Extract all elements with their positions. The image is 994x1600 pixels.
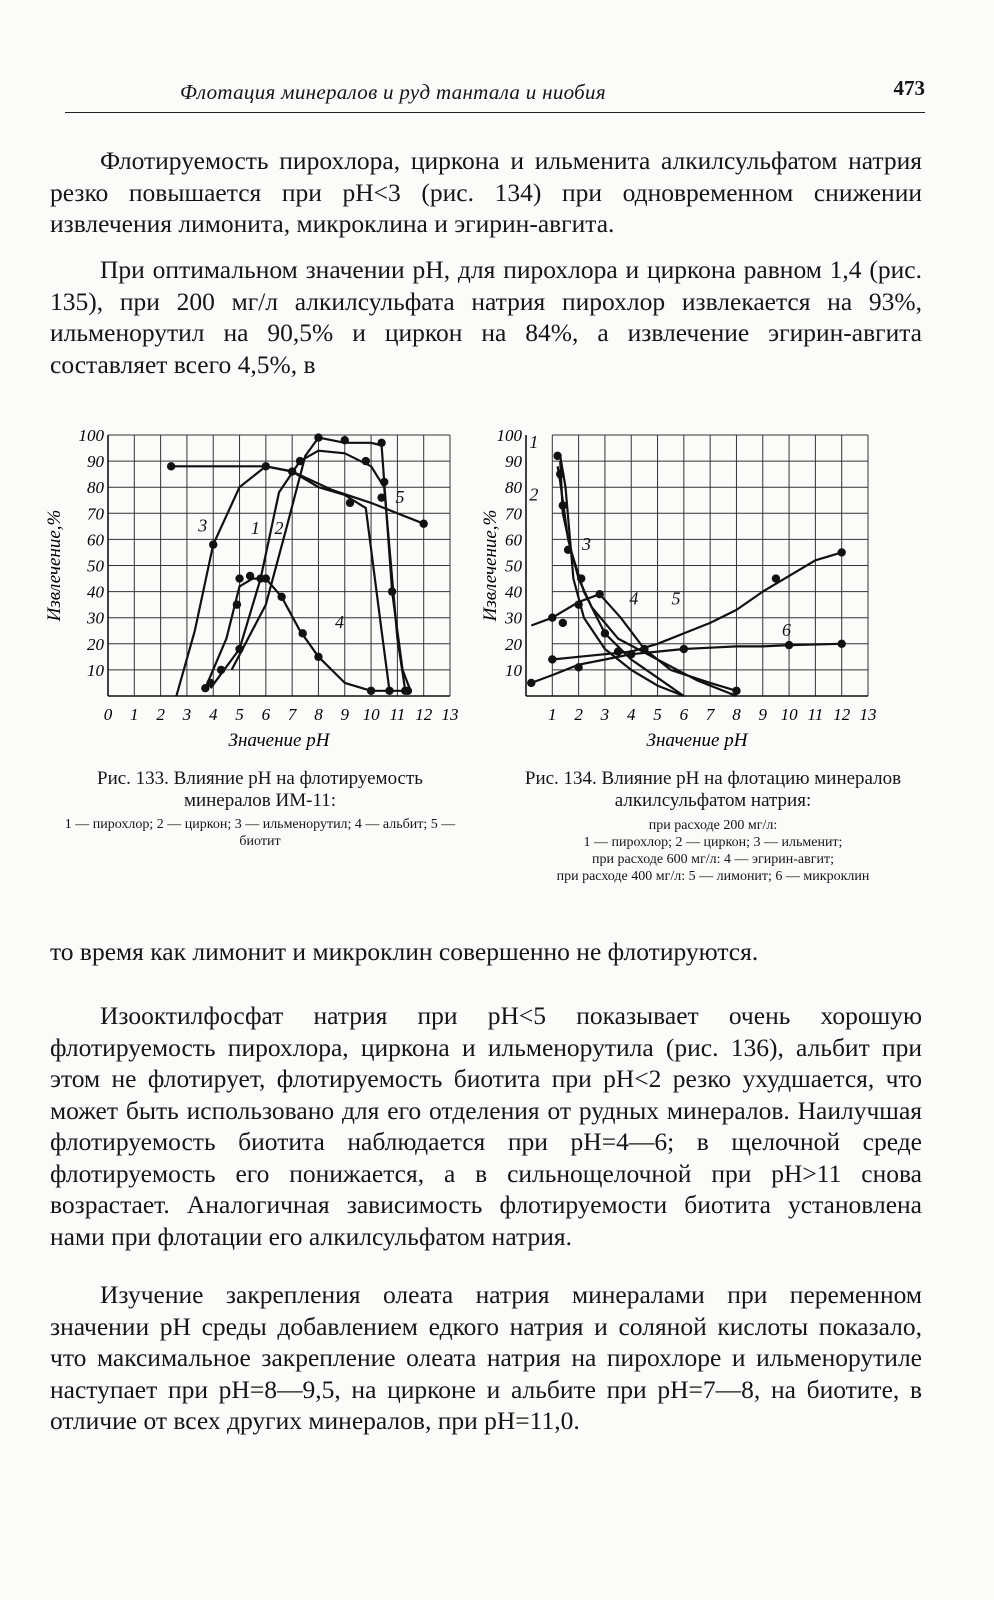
data-point <box>527 679 535 687</box>
data-point <box>614 647 622 655</box>
y-tick-label: 60 <box>87 530 104 550</box>
figure-134-caption <box>478 768 948 885</box>
data-point <box>388 587 396 595</box>
x-tick-label: 2 <box>156 705 165 724</box>
x-tick-label: 10 <box>362 705 380 724</box>
series-line-3 <box>176 466 389 696</box>
y-tick-label: 20 <box>505 634 522 654</box>
data-point <box>574 663 582 671</box>
x-axis-title: Значение pH <box>646 730 748 751</box>
data-point <box>601 629 609 637</box>
y-tick-label: 40 <box>505 582 522 602</box>
running-title: Флотация минералов и руд тантала и ниобия <box>180 80 606 104</box>
figure-134-caption-title: Рис. 134. Влияние pH на флотацию минералов алкилсульфатом натрия: <box>524 768 902 811</box>
data-point <box>377 439 385 447</box>
data-point <box>314 653 322 661</box>
figure-134 <box>480 418 945 758</box>
x-tick-label: 12 <box>833 705 851 724</box>
data-point <box>380 478 388 486</box>
x-tick-label: 11 <box>389 705 406 724</box>
data-point <box>341 436 349 444</box>
data-point <box>246 572 254 580</box>
paragraph-1 <box>50 145 922 240</box>
series-label-4: 4 <box>335 612 345 633</box>
y-tick-label: 90 <box>87 452 104 472</box>
data-point <box>314 433 322 441</box>
data-point <box>627 650 635 658</box>
x-tick-label: 5 <box>653 705 662 724</box>
data-point <box>167 462 175 470</box>
data-point <box>559 619 567 627</box>
header-rule <box>65 112 925 113</box>
data-point <box>772 574 780 582</box>
x-tick-label: 6 <box>679 705 689 724</box>
y-tick-label: 80 <box>87 478 104 498</box>
data-point <box>262 574 270 582</box>
series-label-6: 6 <box>781 619 791 640</box>
figure-133-caption-legend: 1 — пирохлор; 2 — циркон; 3 — ильменорутил; 4 — альбит; 5 — биотит <box>64 817 456 849</box>
data-point <box>564 546 572 554</box>
data-point <box>217 666 225 674</box>
x-tick-label: 4 <box>626 705 636 724</box>
x-tick-label: 7 <box>705 705 715 724</box>
figure-133 <box>40 418 475 758</box>
data-point <box>556 470 564 478</box>
data-point <box>235 645 243 653</box>
y-tick-label: 20 <box>87 634 104 654</box>
x-tick-label: 1 <box>548 705 557 724</box>
y-tick-label: 10 <box>505 660 522 680</box>
figure-134-caption-legend-2: 1 — пирохлор; 2 — циркон; 3 — ильменит; <box>583 835 843 850</box>
figure-133-chart <box>40 418 475 758</box>
x-tick-label: 2 <box>574 705 583 724</box>
series-line-4 <box>531 594 736 691</box>
y-axis-title: Извлечение,% <box>480 509 501 622</box>
data-point <box>206 679 214 687</box>
series-label-1: 1 <box>529 432 539 453</box>
series-label-4: 4 <box>629 588 639 609</box>
data-point <box>288 467 296 475</box>
data-point <box>785 641 793 649</box>
figure-133-caption <box>50 768 470 850</box>
figure-134-caption-legend-1: при расходе 200 мг/л: <box>648 818 778 833</box>
figure-133-caption-title: Рис. 133. Влияние pH на флотируемость минералов ИМ-11: <box>97 768 423 811</box>
y-tick-label: 100 <box>496 426 522 445</box>
y-tick-label: 100 <box>78 426 104 445</box>
series-label-3: 3 <box>198 515 208 536</box>
x-tick-label: 9 <box>340 705 350 724</box>
paragraph-4-text: Изооктилфосфат натрия при pH<5 показывает очень хорошую флотируемость пирохлора, циркона и ильменорутила (рис. 136), альбит при этом не флотирует, флотируемость биотита при pH<2 резко ухудшается, что может быть использовано для его отделения от рудных минералов. Наилучшая флотируемость биотита наблюдается при pH=4—6; в щелочной среде флотируемость его понижается, а в сильнощелочной при pH>11 снова возрастает. Аналогичная зависимость флотируемости биотита установлена нами при флотации его алкилсульфатом натрия. <box>50 1001 922 1251</box>
x-tick-label: 0 <box>103 705 113 724</box>
data-point <box>640 645 648 653</box>
x-tick-label: 13 <box>441 705 459 724</box>
data-point <box>377 493 385 501</box>
y-tick-label: 60 <box>505 530 522 550</box>
y-tick-label: 80 <box>505 478 522 498</box>
x-tick-label: 13 <box>859 705 877 724</box>
x-tick-label: 12 <box>415 705 433 724</box>
data-point <box>277 593 285 601</box>
y-tick-label: 90 <box>505 452 522 472</box>
series-label-1: 1 <box>250 518 260 539</box>
x-tick-label: 6 <box>261 705 271 724</box>
data-point <box>595 590 603 598</box>
data-point <box>559 501 567 509</box>
series-label-5: 5 <box>395 486 405 507</box>
y-tick-label: 50 <box>505 556 522 576</box>
data-point <box>680 645 688 653</box>
data-point <box>837 548 845 556</box>
paragraph-5-text: Изучение закрепления олеата натрия минералами при переменном значении pH среды добавлением едкого натрия и соляной кислоты показало, что максимальное закрепление олеата натрия на пирохлоре и ильменорутиле наступает при pH=8—9,5, на цирконе и альбите при pH=7—8, на биотите, в отличие от всех других минералов, при pH=11,0. <box>50 1280 922 1435</box>
data-point <box>362 457 370 465</box>
y-tick-label: 10 <box>87 660 104 680</box>
data-point <box>732 687 740 695</box>
x-tick-label: 7 <box>287 705 297 724</box>
x-tick-label: 8 <box>732 705 741 724</box>
data-point <box>235 574 243 582</box>
x-tick-label: 9 <box>758 705 768 724</box>
x-tick-label: 4 <box>208 705 218 724</box>
data-point <box>262 462 270 470</box>
x-axis-title: Значение pH <box>228 730 330 751</box>
data-point <box>346 499 354 507</box>
x-tick-label: 1 <box>130 705 139 724</box>
paragraph-2 <box>50 254 922 380</box>
x-tick-label: 3 <box>182 705 192 724</box>
series-label-5: 5 <box>671 588 681 609</box>
data-point <box>577 574 585 582</box>
x-tick-label: 10 <box>780 705 798 724</box>
figure-134-chart <box>480 418 945 758</box>
data-point <box>553 452 561 460</box>
data-point <box>419 520 427 528</box>
paragraph-4 <box>50 1000 922 1252</box>
data-point <box>296 457 304 465</box>
data-point <box>209 540 217 548</box>
y-tick-label: 30 <box>505 608 522 628</box>
x-tick-label: 5 <box>235 705 244 724</box>
y-tick-label: 70 <box>87 504 104 524</box>
data-point <box>404 687 412 695</box>
page-number: 473 <box>893 76 925 100</box>
data-point <box>233 600 241 608</box>
series-label-2: 2 <box>529 484 539 505</box>
y-axis-title: Извлечение,% <box>44 509 65 622</box>
y-tick-label: 50 <box>87 556 104 576</box>
paragraph-1-text: Флотируемость пирохлора, циркона и ильменита алкилсульфатом натрия резко повышается при pH<3 (рис. 134) при одновременном снижении извлечения лимонита, микроклина и эгирин-авгита. <box>50 146 922 238</box>
page-header <box>65 76 925 114</box>
series-label-3: 3 <box>582 533 592 554</box>
y-tick-label: 70 <box>505 504 522 524</box>
data-point <box>574 600 582 608</box>
data-point <box>367 687 375 695</box>
data-point <box>548 655 556 663</box>
y-tick-label: 40 <box>87 582 104 602</box>
data-point <box>298 629 306 637</box>
paragraph-3-text: то время как лимонит и микроклин совершенно не флотируются. <box>50 937 759 966</box>
data-point <box>385 687 393 695</box>
paragraph-3 <box>50 936 922 968</box>
x-tick-label: 11 <box>807 705 824 724</box>
x-tick-label: 3 <box>600 705 610 724</box>
paragraph-2-text: При оптимальном значении pH, для пирохлора и циркона равном 1,4 (рис. 135), при 200 мг/л алкилсульфата натрия пирохлор извлекается на 93%, ильменорутил на 90,5% и циркон на 84%, а извлечение эгирин-авгита составляет всего 4,5%, в <box>50 255 922 379</box>
y-tick-label: 30 <box>87 608 104 628</box>
series-label-2: 2 <box>274 518 284 539</box>
data-point <box>548 614 556 622</box>
paragraph-5 <box>50 1279 922 1437</box>
figure-134-caption-legend-4: при расходе 400 мг/л: 5 — лимонит; 6 — микроклин <box>556 869 870 884</box>
figure-134-caption-legend-3: при расходе 600 мг/л: 4 — эгирин-авгит; <box>592 852 834 867</box>
data-point <box>837 640 845 648</box>
x-tick-label: 8 <box>314 705 323 724</box>
